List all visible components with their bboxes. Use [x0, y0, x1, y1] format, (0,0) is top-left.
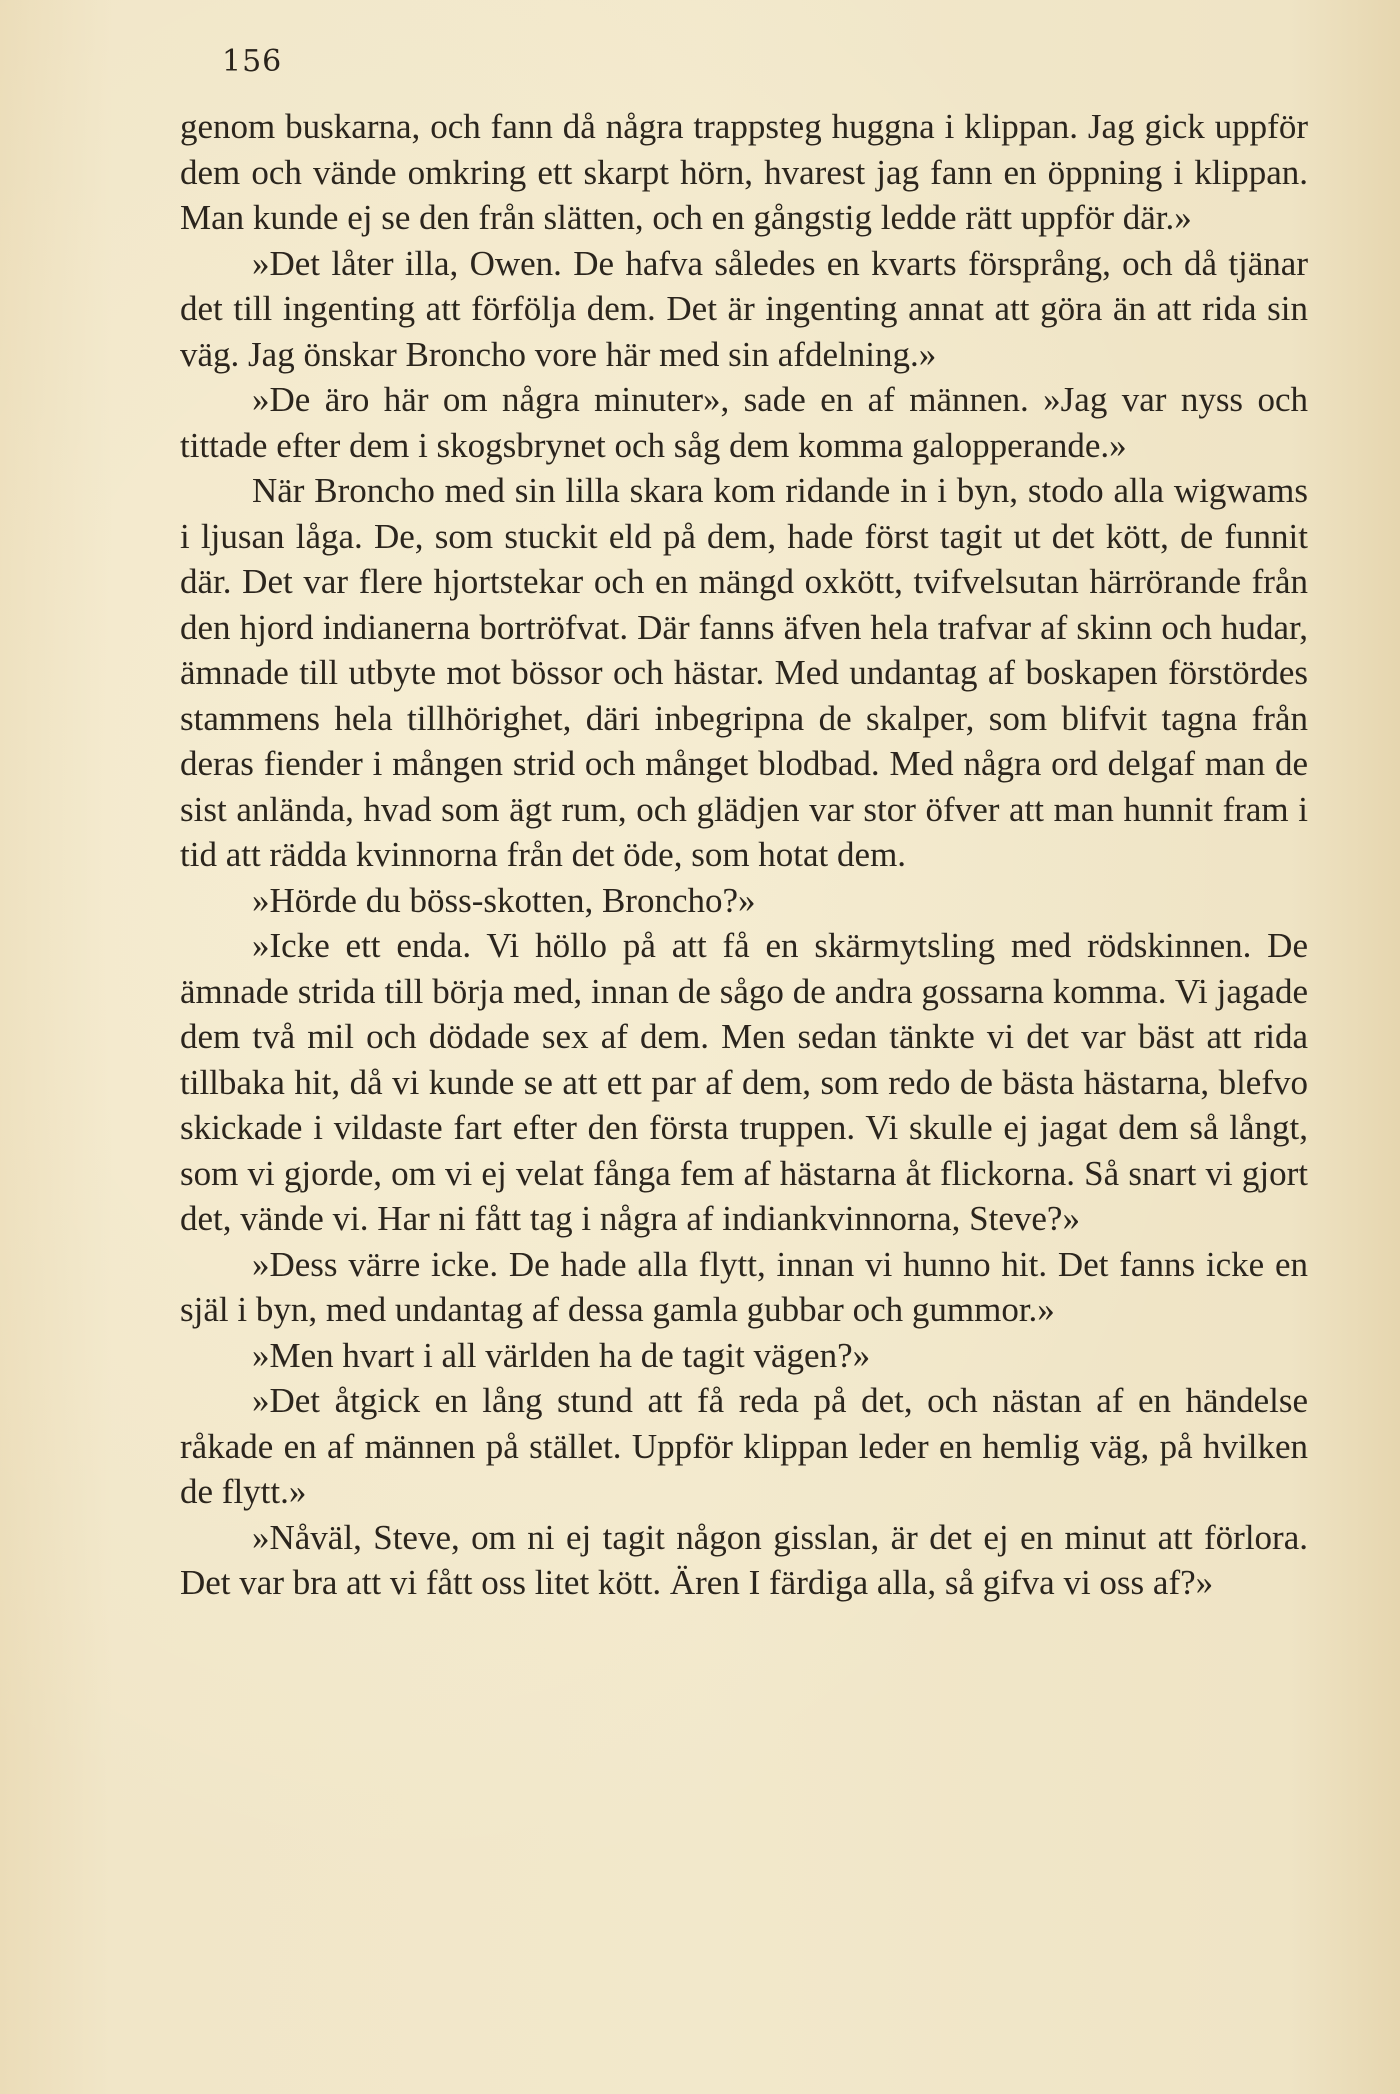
page-number: 156	[222, 44, 283, 79]
paragraph: »Nåväl, Steve, om ni ej tagit någon gisslan, är det ej en minut att förlora. Det var bra att vi fått oss litet kött. Ären I färdiga alla, så gifva vi oss af?»	[180, 1517, 1308, 1602]
paragraph: »Dess värre icke. De hade alla flytt, innan vi hunno hit. Det fanns icke en själ i byn, med undantag af dessa gamla gubbar och gummor.»	[180, 1244, 1308, 1329]
paragraph: »Men hvart i all världen ha de tagit vägen?»	[252, 1335, 871, 1375]
paragraph: »Det åtgick en lång stund att få reda på det, och nästan af en händelse råkade en af männen på stället. Uppför klippan leder en hemlig väg, på hvilken de flytt.»	[180, 1381, 1308, 1511]
paragraph: »Icke ett enda. Vi höllo på att få en skärmytsling med rödskinnen. De ämnade strida till börja med, innan de sågo de andra gossarna komma. Vi jagade dem två mil och dödade sex af dem. Men sedan tänkte vi det var bäst att rida tillbaka hit, då vi kunde se att ett par af dem, som redo de bästa hästarna, blefvo skickade i vildaste fart efter den första truppen. Vi skulle ej jagat dem så långt, som vi gjorde, om vi ej velat fånga fem af hästarna åt flickorna. Så snart vi gjort det, vände vi. Har ni fått tag i några af indiankvinnorna, Steve?»	[180, 926, 1308, 1238]
paragraph: »De äro här om några minuter», sade en af männen. »Jag var nyss och tittade efter dem i skogsbrynet och såg dem komma galopperande.»	[180, 380, 1308, 465]
paragraph: genom buskarna, och fann då några trappsteg huggna i klippan. Jag gick uppför dem och vände omkring ett skarpt hörn, hvarest jag fann en öppning i klippan. Man kunde ej se den från slätten, och en gångstig ledde rätt uppför där.»	[180, 107, 1308, 237]
paragraph: »Hörde du böss-skotten, Broncho?»	[252, 880, 756, 920]
paragraph: När Broncho med sin lilla skara kom ridande in i byn, stodo alla wigwams i ljusan låga. De, som stuckit eld på dem, hade först tagit ut det kött, de funnit där. Det var flere hjortstekar och en mängd oxkött, tvifvelsutan härrörande från den hjord indianerna bortröfvat. Där fanns äfven hela trafvar af skinn och hudar, ämnade till utbyte mot bössor och hästar. Med undantag af boskapen förstördes stammens hela tillhörighet, däri inbegripna de skalper, som blifvit tagna från deras fiender i mången strid och månget blodbad. Med några ord delgaf man de sist anlända, hvad som ägt rum, och glädjen var stor öfver att man hunnit fram i tid att rädda kvinnorna från det öde, som hotat dem.	[180, 471, 1308, 874]
paragraph: »Det låter illa, Owen. De hafva således en kvarts försprång, och då tjänar det till ingenting att förfölja dem. Det är ingenting annat att göra än att rida sin väg. Jag önskar Broncho vore här med sin afdelning.»	[180, 243, 1308, 374]
body-text	[180, 104, 1308, 1606]
